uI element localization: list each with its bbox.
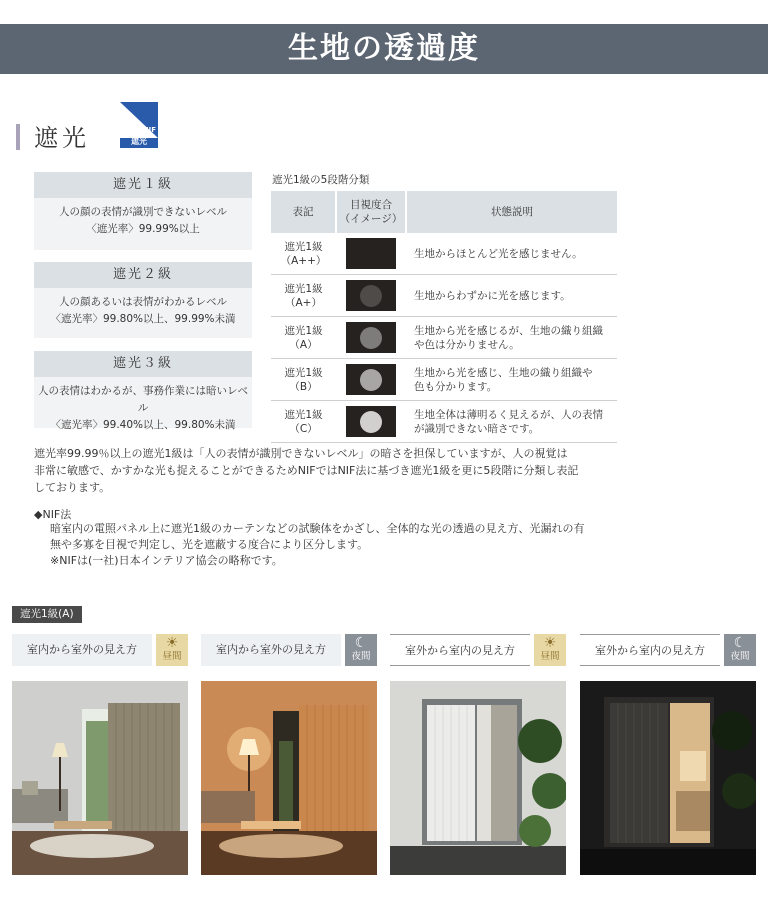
nif-method-heading: ◆NIF法 [34,508,72,521]
column-header: 目視度合 （イメージ） [336,191,406,233]
nif-line: 暗室内の電照パネル上に遮光1級のカーテンなどの試験体をかざし、全体的な光の透過の見え方、光漏れの有 [50,522,585,535]
light-dot [360,243,382,265]
table-caption: 遮光1級の5段階分類 [272,174,370,186]
view-caption-outdoor-day [390,634,566,666]
explanation-paragraph [34,445,624,496]
time-label: 昼間 [162,651,182,662]
grade-box-1 [34,172,252,250]
section-marker [16,124,20,150]
light-dot [360,369,382,391]
opacity-swatch [346,406,396,437]
grade-name: 遮光１級 [34,172,252,198]
column-header: 表記 [271,191,336,233]
row-desc: 生地全体は薄明るく見えるが、人の表情 [414,408,603,421]
view-caption-outdoor-night [580,634,756,666]
grade-name: 遮光３級 [34,351,252,377]
grade-name: 遮光２級 [34,262,252,288]
time-label: 夜間 [730,651,750,662]
table-row [271,401,617,443]
photo-outdoor-day [390,681,566,875]
grade-rate: 〈遮光率〉99.99%以上 [86,223,200,235]
view-label: 室外から室内の見え方 [390,634,530,666]
row-desc: や色は分かりません。 [414,338,520,351]
grade-desc: 人の顔の表情が識別できないレベル [59,206,227,218]
row-code-grade: （A++） [280,254,327,267]
row-desc: 生地からわずかに光を感じます。 [414,289,571,302]
view-label: 室内から室外の見え方 [12,634,152,666]
paragraph-line: 遮光率99.99％以上の遮光1級は「人の表情が識別できないレベル」の暗さを担保していますが、人の視覚は [34,447,568,460]
opacity-swatch [346,322,396,353]
photo-indoor-day [12,681,188,875]
row-desc: 生地から光を感じ、生地の織り組織や [414,366,593,379]
grade-box-2 [34,262,252,338]
moon-icon: ☾ 夜間 [345,634,377,666]
column-header: 状態説明 [406,191,617,233]
grade-rate: 〈遮光率〉99.80%以上、99.99%未満 [50,313,236,325]
nif-method-body [50,521,630,569]
nif-line: 無や多寡を目視で判定し、光を遮蔽する度合により区分します。 [50,538,369,551]
light-dot [360,285,382,307]
row-code: 遮光1級 [284,324,323,337]
nif-line: ※NIFは(一社)日本インテリア協会の略称です。 [50,554,283,567]
row-code: 遮光1級 [284,240,323,253]
time-label: 夜間 [351,651,371,662]
row-desc: 生地から光を感じるが、生地の織り組織 [414,324,603,337]
view-caption-indoor-night [201,634,377,666]
sun-icon: ☀ 昼間 [534,634,566,666]
nif-logo-brand: NIF [142,126,156,134]
opacity-swatch [346,364,396,395]
row-code-grade: （B） [289,380,318,393]
table-row [271,359,617,401]
view-label: 室外から室内の見え方 [580,634,720,666]
row-desc: 色も分かります。 [414,380,498,393]
nif-logo-icon [120,102,158,148]
light-dot [360,327,382,349]
classification-table [271,191,617,443]
row-code-grade: （A） [289,338,318,351]
row-desc: が識別できない暗さです。 [414,422,540,435]
view-label: 室内から室外の見え方 [201,634,341,666]
grade-badge: 遮光1級(A) [12,606,82,623]
row-code: 遮光1級 [284,366,323,379]
page-title: 生地の透過度 [0,24,768,74]
grade-desc: 人の顔あるいは表情がわかるレベル [59,296,227,308]
photo-indoor-night [201,681,377,875]
table-row [271,275,617,317]
row-code: 遮光1級 [284,282,323,295]
sun-icon: ☀ 昼間 [156,634,188,666]
table-row [271,317,617,359]
grade-desc: 人の表情はわかるが、事務作業には暗いレベル [38,385,248,414]
section-title: 遮光 [34,124,90,152]
light-dot [360,411,382,433]
paragraph-line: 非常に敏感で、かすかな光も捉えることができるためNIFではNIF法に基づき遮光1級を更に5段階に分類し表記 [34,464,579,477]
row-code-grade: （C） [289,422,318,435]
opacity-swatch [346,238,396,269]
row-code: 遮光1級 [284,408,323,421]
row-code-grade: （A+） [285,296,322,309]
opacity-swatch [346,280,396,311]
grade-box-3 [34,351,252,431]
table-row [271,233,617,275]
row-desc: 生地からほとんど光を感じません。 [414,247,583,260]
moon-icon: ☾ 夜間 [724,634,756,666]
time-label: 昼間 [540,651,560,662]
grade-rate: 〈遮光率〉99.40%以上、99.80%未満 [50,419,236,431]
nif-logo-label: 遮光 [131,137,147,146]
paragraph-line: しております。 [34,481,111,494]
view-caption-indoor-day [12,634,188,666]
photo-outdoor-night [580,681,756,875]
